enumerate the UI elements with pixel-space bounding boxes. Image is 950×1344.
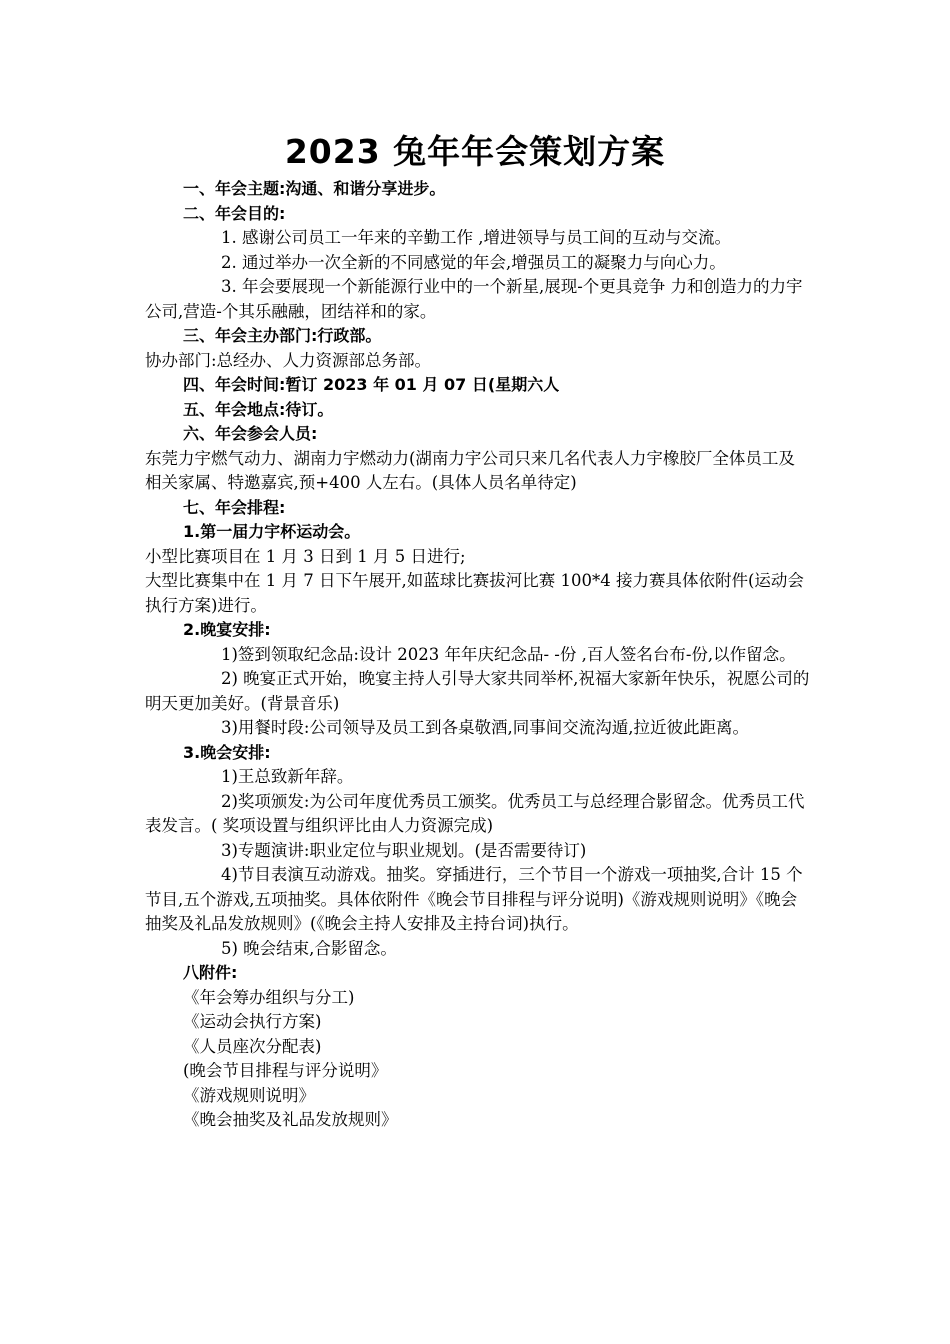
paragraph: 2) 晚宴正式开始，晚宴主持人引导大家共同举杯,祝福大家新年快乐，祝愿公司的明天更加美好。(背景音乐) <box>145 669 810 713</box>
paragraph: 1)王总致新年辞。 <box>221 767 354 786</box>
section-heading: 四、年会时间:暂订 2023 年 01 月 07 日(星期六人 <box>183 375 560 394</box>
paragraph: 1. 感谢公司员工一年来的辛勤工作 ,增进领导与员工间的互动与交流。 <box>221 228 731 247</box>
section-heading: 2.晚宴安排: <box>183 620 271 639</box>
paragraph: 4)节目表演互动游戏。抽奖。穿插进行，三个节目一个游戏一项抽奖,合计 15 个节目,五个游戏,五项抽奖。具体依附件《晚会节目排程与评分说明)《游戏规则说明》《晚会抽奖及礼品发放规则》(《晚会主持人安排及主持台词)执行。 <box>145 865 803 933</box>
paragraph: 3)专题演讲:职业定位与职业规划。(是否需要待订) <box>221 840 587 860</box>
paragraph: 《运动会执行方案) <box>183 1012 322 1031</box>
paragraph: 《晚会抽奖及礼品发放规则》 <box>183 1110 398 1129</box>
paragraph: 5) 晚会结束,合影留念。 <box>221 938 397 958</box>
paragraph: 2)奖项颁发:为公司年度优秀员工颁奖。优秀员工与总经理合影留念。优秀员工代表发言。( 奖项设置与组织评比由人力资源完成) <box>145 791 805 835</box>
document-title: 2023 兔年年会策划方案 <box>284 132 666 171</box>
section-heading: 二、年会目的: <box>183 203 286 223</box>
section-heading: 1.第一届力宇杯运动会。 <box>183 522 361 541</box>
paragraph: 协办部门:总经办、人力资源部总务部。 <box>145 350 432 370</box>
paragraph: 《游戏规则说明》 <box>183 1085 315 1105</box>
paragraph: 《年会筹办组织与分工) <box>183 987 355 1007</box>
section-heading: 八附件: <box>183 963 238 982</box>
section-heading: 一、年会主题:沟通、和谐分享进步。 <box>183 179 446 198</box>
paragraph: 《人员座次分配表) <box>183 1036 322 1056</box>
section-heading: 六、年会参会人员: <box>183 424 318 443</box>
section-heading: 三、年会主办部门:行政部。 <box>183 326 382 345</box>
paragraph: 大型比赛集中在 1 月 7 日下午展开,如蓝球比赛拔河比赛 100*4 接力赛具体依附件(运动会执行方案)进行。 <box>145 571 804 615</box>
paragraph: 1)签到领取纪念品:设计 2023 年年庆纪念品- -份 ,百人签名台布-份,以作留念。 <box>221 644 796 664</box>
document-body <box>145 177 810 1133</box>
paragraph: (晚会节目排程与评分说明》 <box>183 1061 388 1080</box>
paragraph: 东莞力宇燃气动力、湖南力宇燃动力(湖南力宇公司只来几名代表人力宇橡胶厂全体员工及相关家属、特邀嘉宾,预+400 人左右。(具体人员名单待定) <box>145 448 795 492</box>
paragraph: 2. 通过举办一次全新的不同感觉的年会,增强员工的凝聚力与向心力。 <box>221 252 726 272</box>
section-heading: 七、年会排程: <box>183 497 286 517</box>
section-heading: 五、年会地点:待订。 <box>183 399 334 419</box>
paragraph: 3. 年会要展现一个新能源行业中的一个新星,展现-个更具竞争 力和创造力的力宇公司,营造-个其乐融融，团结祥和的家。 <box>145 277 803 321</box>
section-heading: 3.晚会安排: <box>183 742 271 762</box>
paragraph: 小型比赛项目在 1 月 3 日到 1 月 5 日进行; <box>145 546 466 566</box>
paragraph: 3)用餐时段:公司领导及员工到各桌敬酒,同事间交流沟遁,拉近彼此距离。 <box>221 718 749 737</box>
